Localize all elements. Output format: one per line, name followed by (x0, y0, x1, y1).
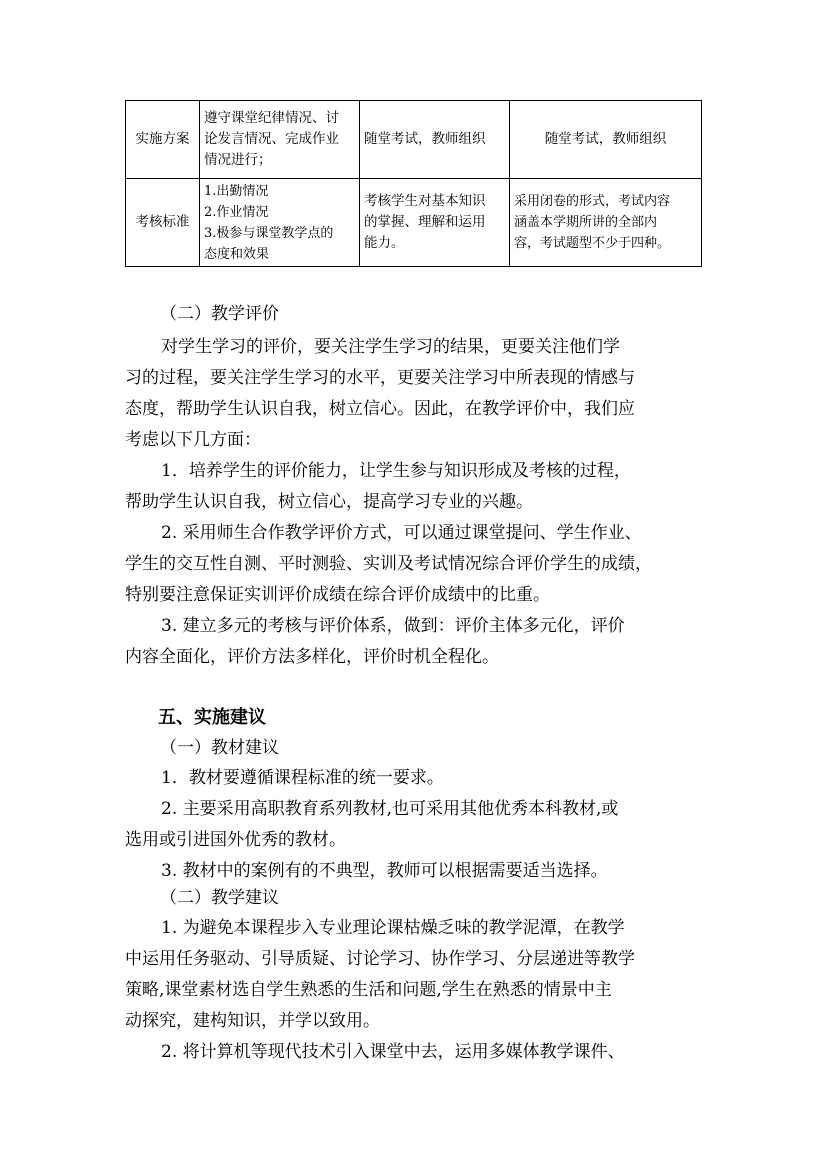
paragraph-teaching-item1: 1. 为避免本课程步入专业理论课枯燥乏味的教学泥潭，在教学 中运用任务驱动、引导质疑、讨论学习、协作学习、分层递进等教学 策略,课堂素材选自学生熟悉的生活和问题,学生在熟悉的情景中主 动探究，建构知识，并学以致用。 (125, 918, 635, 1031)
assessment-table (125, 100, 702, 267)
table-row (126, 179, 702, 267)
row-label: 实施方案 (126, 101, 200, 179)
paragraph-eval-item1: 1．培养学生的评价能力，让学生参与知识形成及考核的过程， 帮助学生认识自我，树立信心，提高学习专业的兴趣。 (125, 461, 631, 512)
subheading-textbook: （一）教材建议 (160, 738, 279, 758)
row-label: 考核标准 (126, 179, 200, 267)
paragraph-textbook-item1: 1．教材要遵循课程标准的统一要求。 (161, 768, 444, 788)
table-cell: 遵守课堂纪律情况、讨 论发言情况、完成作业 情况进行； (200, 101, 360, 179)
table-cell: 随堂考试，教师组织 (360, 101, 510, 179)
table-cell: 随堂考试，教师组织 (510, 101, 702, 179)
table-cell: 1.出勤情况 2.作业情况 3.极参与课堂教学点的 态度和效果 (200, 179, 360, 267)
paragraph-teaching-item2: 2. 将计算机等现代技术引入课堂中去，运用多媒体教学课件、 (161, 1042, 625, 1062)
table-cell: 采用闭卷的形式，考试内容 涵盖本学期所讲的全部内 容，考试题型不少于四种。 (510, 179, 702, 267)
section-heading-5: 五、实施建议 (158, 707, 266, 728)
table-row (126, 101, 702, 179)
paragraph-textbook-item3: 3. 教材中的案例有的不典型，教师可以根据需要适当选择。 (161, 861, 608, 881)
paragraph-eval-item2: 2. 采用师生合作教学评价方式，可以通过课堂提问、学生作业、 学生的交互性自测、平时测验、实训及考试情况综合评价学生的成绩， 特别要注意保证实训评价成绩在综合评价成绩中的比重。 (125, 523, 652, 605)
paragraph-eval-item3: 3. 建立多元的考核与评价体系，做到：评价主体多元化，评价 内容全面化，评价方法多样化，评价时机全程化。 (125, 616, 625, 667)
table-cell: 考核学生对基本知识 的掌握、理解和运用 能力。 (360, 179, 510, 267)
section-heading-eval: （二）教学评价 (160, 304, 279, 324)
paragraph-textbook-item2: 2. 主要采用高职教育系列教材,也可采用其他优秀本科教材,或 选用或引进国外优秀的教材。 (125, 799, 619, 850)
subheading-teaching: （二）教学建议 (160, 888, 279, 908)
paragraph-eval-intro: 对学生学习的评价，要关注学生学习的结果，更要关注他们学 习的过程，要关注学生学习的水平，更要关注学习中所表现的情感与 态度，帮助学生认识自我，树立信心。因此，在教学评价中，我们应 考虑以下几方面： (125, 337, 635, 450)
